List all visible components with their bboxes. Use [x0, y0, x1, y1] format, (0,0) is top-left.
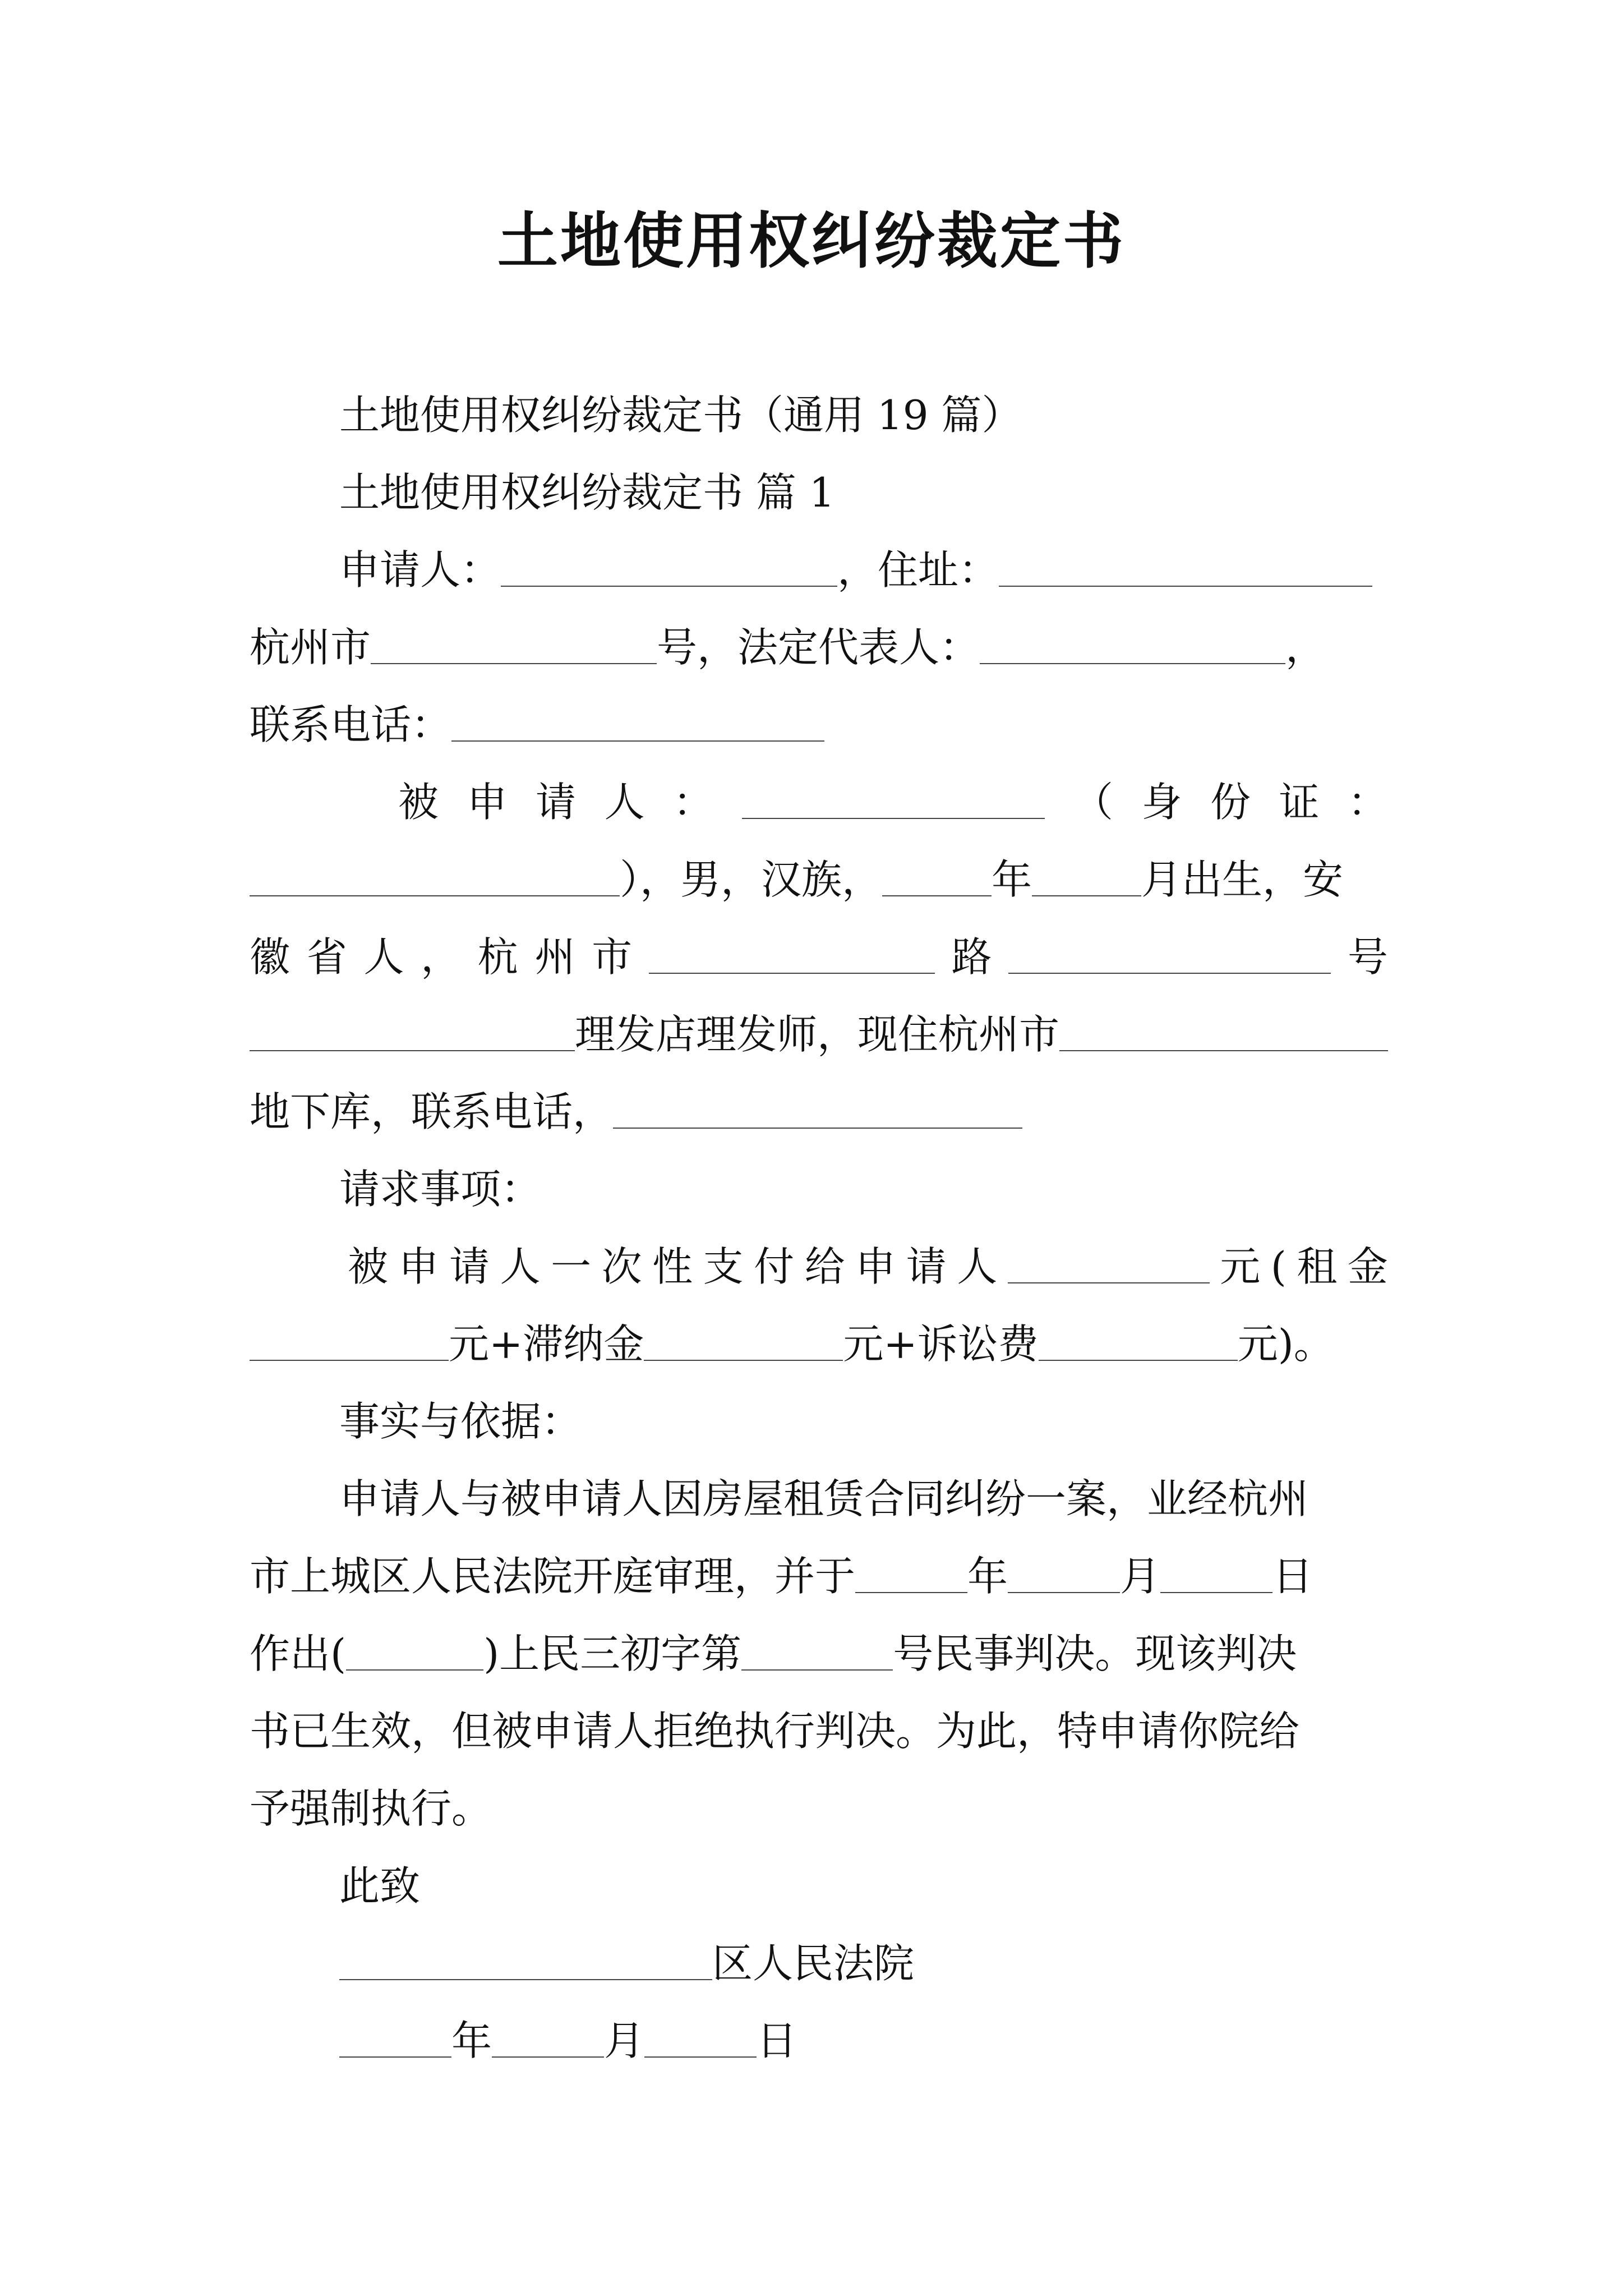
- char: 租: [1297, 1243, 1338, 1290]
- case-code-text: )上民三初字第: [483, 1630, 742, 1677]
- case-year-blank: [346, 1626, 483, 1671]
- respondent-line-4: [250, 1006, 1388, 1062]
- char: 付: [754, 1243, 795, 1290]
- char: 杭: [477, 933, 518, 981]
- respondent-name-blank: [742, 774, 1045, 819]
- facts-line-5: 予强制执行。: [250, 1785, 492, 1832]
- comma-text: ，: [1285, 624, 1326, 671]
- hao-text: 号: [1347, 933, 1388, 981]
- char: 次: [601, 1243, 642, 1290]
- char: 被: [348, 1243, 389, 1290]
- char: 支: [703, 1243, 744, 1290]
- char: 徽: [250, 933, 291, 981]
- day-text: 日: [757, 2017, 797, 2064]
- section-heading: 土地使用权纠纷裁定书 篇 1: [339, 469, 835, 516]
- char: 一: [551, 1243, 592, 1290]
- birth-month-blank: [1032, 852, 1141, 896]
- applicant-line-3: [250, 697, 1388, 753]
- char: ：: [673, 779, 714, 826]
- residence-blank: [1059, 1006, 1388, 1051]
- year-text: 年: [992, 856, 1032, 903]
- claims-line-2: [250, 1316, 1388, 1372]
- char: 性: [652, 1243, 693, 1290]
- phone-label: 联系电话：: [250, 701, 452, 748]
- legal-rep-blank: [980, 619, 1285, 664]
- day-text: 日: [1272, 1553, 1313, 1600]
- yuan-end-text: 元)。: [1237, 1320, 1334, 1368]
- subtitle: 土地使用权纠纷裁定书（通用 19 篇）: [339, 392, 1022, 439]
- birth-year-blank: [882, 852, 992, 896]
- claims-label: 请求事项：: [339, 1166, 542, 1213]
- court-text: 区人民法院: [712, 1940, 915, 1987]
- basement-text: 地下库，联系电话，: [250, 1088, 614, 1135]
- char: 请: [449, 1243, 490, 1290]
- rent-amount-blank: [250, 1316, 449, 1361]
- char: 给: [804, 1243, 845, 1290]
- facts-line-2: [250, 1548, 1388, 1604]
- respondent-line-1: [398, 774, 1388, 830]
- applicant-label: 申请人：: [339, 546, 501, 593]
- phone-blank: [451, 697, 824, 742]
- month-text: 月: [604, 2017, 645, 2064]
- char: 市: [592, 933, 633, 981]
- salutation: 此致: [339, 1862, 421, 1910]
- trial-text: 市上城区人民法院开庭审理，并于: [250, 1553, 856, 1600]
- char: （: [1072, 779, 1113, 826]
- gender-text: ），男，汉族，: [620, 856, 883, 903]
- char: 申: [398, 1243, 439, 1290]
- char: 元: [1220, 1243, 1261, 1290]
- year-text: 年: [451, 2017, 492, 2064]
- char: 州: [534, 933, 575, 981]
- char: 人: [604, 779, 645, 826]
- street-blank: [371, 619, 657, 664]
- road-blank: [649, 929, 935, 974]
- judgment-year-blank: [855, 1548, 967, 1593]
- address-label: ，住址：: [837, 546, 999, 593]
- char: 省: [306, 933, 347, 981]
- char: 请: [536, 779, 577, 826]
- judgment-day-blank: [1160, 1548, 1272, 1593]
- id-number-blank: [250, 852, 620, 896]
- char: 身: [1141, 779, 1182, 826]
- house-number-blank: [1008, 929, 1331, 974]
- sign-day-blank: [644, 2013, 757, 2058]
- address-blank: [999, 542, 1372, 587]
- respondent-line-5: [250, 1084, 1388, 1140]
- char: (: [1270, 1243, 1287, 1290]
- char: 人: [957, 1243, 998, 1290]
- respondent-phone-blank: [613, 1084, 1022, 1129]
- shop-blank: [250, 1006, 575, 1051]
- date-line: [339, 2013, 1388, 2069]
- facts-label: 事实与依据：: [339, 1398, 582, 1445]
- char: 人: [363, 933, 404, 981]
- court-fee-blank: [1039, 1316, 1238, 1361]
- case-open-text: 作出(: [250, 1630, 347, 1677]
- applicant-line-1: [339, 542, 1388, 598]
- char: 申: [467, 779, 508, 826]
- facts-line-1: 申请人与被申请人因房屋租赁合同纠纷一案，业经杭州: [339, 1475, 1309, 1522]
- claims-line-1: [348, 1239, 1388, 1295]
- court-fee-text: 元+诉讼费: [843, 1320, 1039, 1368]
- facts-line-3: [250, 1626, 1388, 1682]
- month-text: 月: [1120, 1553, 1161, 1600]
- respondent-line-3: [250, 929, 1388, 985]
- court-name-blank: [339, 1935, 712, 1980]
- char: ，: [421, 933, 462, 981]
- char: 请: [906, 1243, 947, 1290]
- respondent-line-2: [250, 852, 1388, 908]
- occupation-text: 理发店理发师，现住杭州市: [575, 1011, 1060, 1058]
- court-line: [339, 1935, 1388, 1991]
- total-amount-blank: [1008, 1239, 1210, 1283]
- char: 证: [1279, 779, 1320, 826]
- sign-month-blank: [492, 2013, 604, 2058]
- document-title: 土地使用权纠纷裁定书: [497, 206, 1126, 277]
- char: 被: [398, 779, 439, 826]
- city-text: 杭州市: [250, 624, 371, 671]
- facts-line-4: 书已生效，但被申请人拒绝执行判决。为此，特申请你院给: [250, 1708, 1300, 1755]
- char: 金: [1347, 1243, 1388, 1290]
- judgment-text: 号民事判决。现该判决: [893, 1630, 1297, 1677]
- char: 份: [1210, 779, 1251, 826]
- birth-text: 月出生，安: [1141, 856, 1344, 903]
- applicant-name-blank: [501, 542, 837, 587]
- road-text: 路: [951, 933, 992, 981]
- late-fee-blank: [644, 1316, 843, 1361]
- case-number-blank: [741, 1626, 893, 1671]
- year-text: 年: [967, 1553, 1008, 1600]
- char: 人: [500, 1243, 541, 1290]
- char: 申: [855, 1243, 896, 1290]
- judgment-month-blank: [1008, 1548, 1120, 1593]
- legal-rep-label: 号，法定代表人：: [657, 624, 980, 671]
- late-fee-text: 元+滞纳金: [449, 1320, 644, 1368]
- applicant-line-2: [250, 619, 1388, 675]
- sign-year-blank: [339, 2013, 451, 2058]
- char: ：: [1347, 779, 1388, 826]
